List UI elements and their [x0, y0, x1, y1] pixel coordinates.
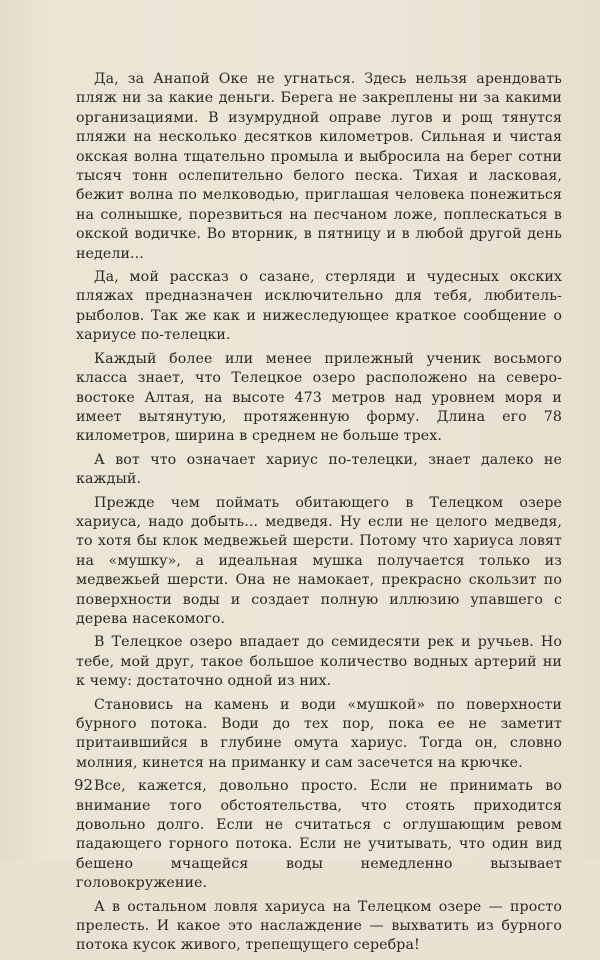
paragraph-2: Да, мой рассказ о сазане, стерляди и чудесных окских пляжах предназначен исключительно для тебя, любитель-рыболов. Так же как и нижеследующее краткое сообщение о хариусе по-телецки.: [76, 269, 562, 344]
paragraph-3: Каждый более или менее прилежный ученик восьмого класса знает, что Телецкое озеро расположено на северо-востоке Алтая, на высоте 473 метров над уровнем моря и имеет вытянутую, протяженную форму. Длина его 78 километров, ширина в среднем не больше трех.: [76, 350, 562, 445]
paragraph-4: А вот что означает хариус по-телецки, знает далеко не каждый.: [76, 451, 562, 488]
paragraph-7: Становись на камень и води «мушкой» по поверхности бурного потока. Води до тех пор, пока ее не заметит притаившийся в глубине омута хариус. Тогда он, словно молния, кинется на приманку и сам засечется на крючке.: [76, 696, 562, 771]
paragraph-8: Все, кажется, довольно просто. Если не принимать во внимание того обстоятельства, что стоять приходится довольно долго. Если не считаться с оглушающим ревом падающего горного потока. Если не учитывать, что один вид бешено мчащейся воды немедленно вызывает головокружение.: [76, 778, 562, 892]
paragraph-5: Прежде чем поймать обитающего в Телецком озере хариуса, надо добыть... медведя. Ну если не целого медведя, то хотя бы клок медвежьей шерсти. Потому что хариуса ловят на «мушку», а идеальная мушка получается только из медвежьей шерсти. Она не намокает, прекрасно скользит по поверхности воды и создает полную иллюзию упавшего с дерева насекомого.: [76, 494, 562, 627]
paragraph-6: В Телецкое озеро впадает до семидесяти рек и ручьев. Но тебе, мой друг, такое большое количество водных артерий ни к чему: достаточно одной из них.: [76, 634, 562, 690]
body-text: [76, 70, 562, 960]
paragraph-9: А в остальном ловля хариуса на Телецком озере — просто прелесть. И какое это наслаждение — выхватить из бурного потока кусок живого, трепещущего серебра!: [76, 898, 562, 954]
page-number: 92: [74, 776, 94, 794]
paragraph-1: Да, за Анапой Оке не угнаться. Здесь нельзя арендовать пляж ни за какие деньги. Берега не закреплены ни за какими организациями. В изумрудной оправе лугов и рощ тянутся пляжи на несколько десятков километров. Сильная и чистая окская волна тщательно промыла и выбросила на берег сотни тысяч тонн ослепительно белого песка. Тихая и ласковая, бежит волна по мелководью, приглашая человека понежиться на солнышке, порезвиться на песчаном ложе, поплескаться в окской водичке. Во вторник, в пятницу и в любой другой день недели...: [76, 71, 562, 262]
